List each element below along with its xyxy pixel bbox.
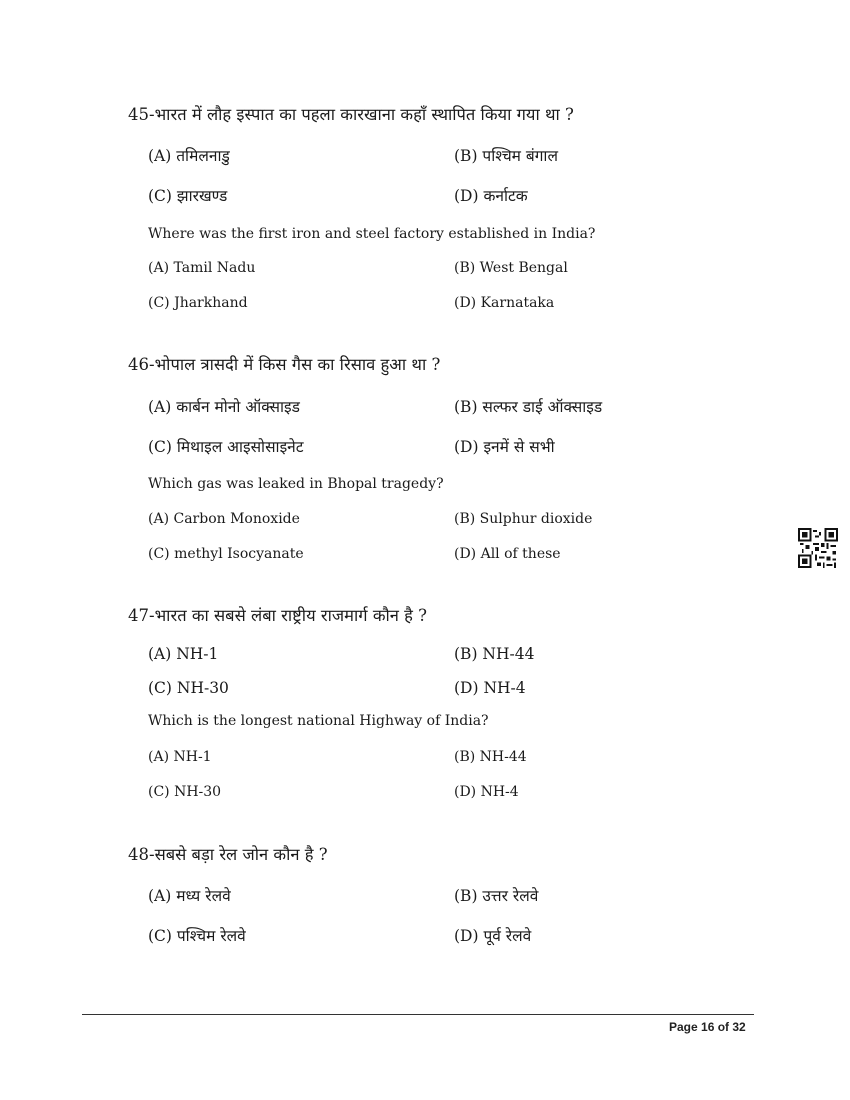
q45-en-option-d: (D) Karnataka [454,295,555,311]
question-47-english: Which is the longest national Highway of India? [148,713,489,729]
question-45-hindi: 45-भारत में लौह इस्पात का पहला कारखाना कहाँ स्थापित किया गया था ? [128,105,574,124]
qr-code-icon [798,528,838,568]
question-46-english: Which gas was leaked in Bhopal tragedy? [148,476,444,492]
q47-hi-option-a: (A) NH-1 [148,645,219,663]
footer-divider [82,1014,754,1015]
q48-hi-option-d: (D) पूर्व रेलवे [454,927,532,945]
q45-en-option-c: (C) Jharkhand [148,295,248,311]
q45-hi-option-a: (A) तमिलनाडु [148,147,230,165]
q46-hi-option-d: (D) इनमें से सभी [454,438,555,456]
q45-hi-option-d: (D) कर्नाटक [454,187,528,205]
q47-hi-option-c: (C) NH-30 [148,679,229,697]
q48-hi-option-c: (C) पश्चिम रेलवे [148,927,246,945]
q46-en-option-a: (A) Carbon Monoxide [148,511,300,527]
q46-hi-option-c: (C) मिथाइल आइसोसाइनेट [148,438,304,456]
q46-hi-option-a: (A) कार्बन मोनो ऑक्साइड [148,398,300,416]
q45-hi-option-c: (C) झारखण्ड [148,187,228,205]
page-number: Page 16 of 32 [669,1020,746,1034]
q48-hi-option-b: (B) उत्तर रेलवे [454,887,539,905]
question-47-hindi: 47-भारत का सबसे लंबा राष्ट्रीय राजमार्ग कौन है ? [128,606,428,625]
q45-hi-option-b: (B) पश्चिम बंगाल [454,147,558,165]
q46-en-option-d: (D) All of these [454,546,561,562]
q45-en-option-a: (A) Tamil Nadu [148,260,256,276]
q47-hi-option-b: (B) NH-44 [454,645,535,663]
question-46-hindi: 46-भोपाल त्रासदी में किस गैस का रिसाव हुआ था ? [128,355,441,374]
question-48-hindi: 48-सबसे बड़ा रेल जोन कौन है ? [128,845,328,864]
q47-en-option-b: (B) NH-44 [454,749,527,765]
q46-en-option-b: (B) Sulphur dioxide [454,511,593,527]
q45-en-option-b: (B) West Bengal [454,260,568,276]
q46-hi-option-b: (B) सल्फर डाई ऑक्साइड [454,398,603,416]
q47-en-option-d: (D) NH-4 [454,784,519,800]
q47-hi-option-d: (D) NH-4 [454,679,526,697]
q47-en-option-a: (A) NH-1 [148,749,212,765]
q47-en-option-c: (C) NH-30 [148,784,222,800]
q46-en-option-c: (C) methyl Isocyanate [148,546,304,562]
q48-hi-option-a: (A) मध्य रेलवे [148,887,231,905]
question-45-english: Where was the first iron and steel factory established in India? [148,226,596,242]
